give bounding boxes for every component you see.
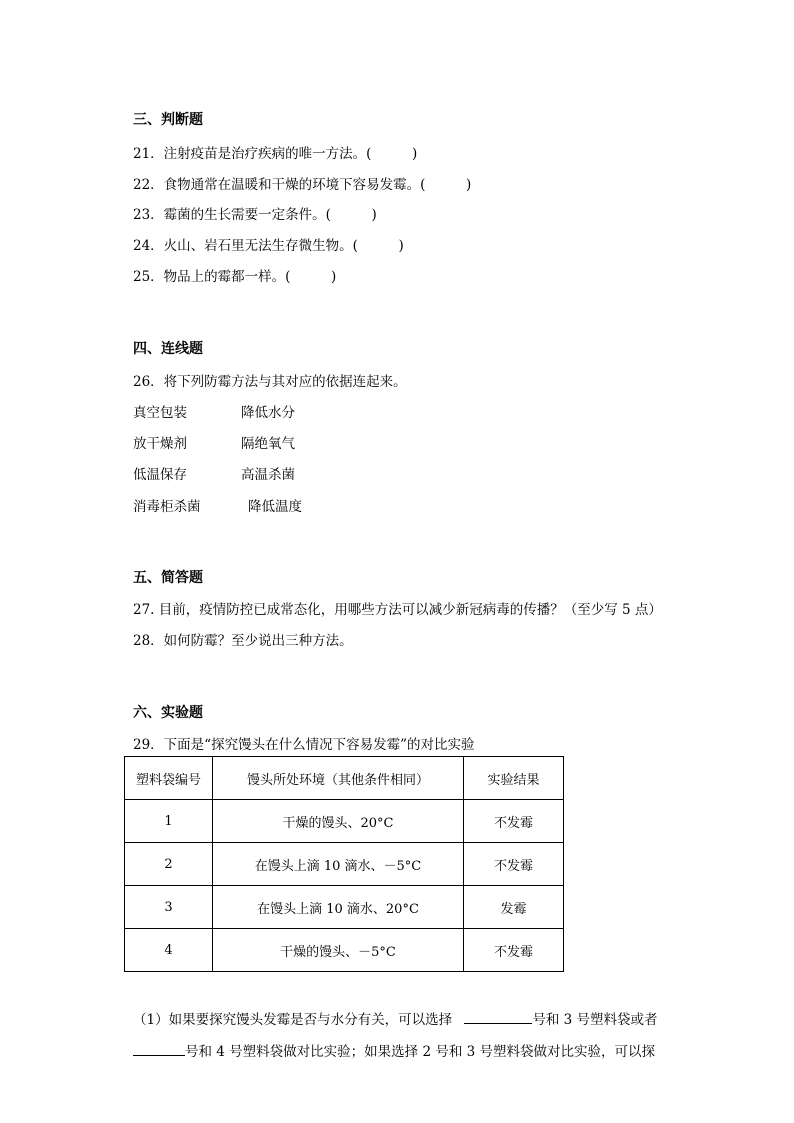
table-cell: 不发霉 <box>464 843 564 886</box>
match-left-1: 真空包装 <box>133 405 187 421</box>
table-cell: 发霉 <box>464 886 564 929</box>
section-heading-match: 四、连线题 <box>133 341 203 357</box>
table-row <box>125 843 564 886</box>
table-row <box>125 800 564 843</box>
question-22: 22．食物通常在温暖和干燥的环境下容易发霉。( ) <box>133 177 472 193</box>
section-heading-short: 五、简答题 <box>133 570 203 586</box>
table-cell: 2 <box>125 843 213 886</box>
match-left-3: 低温保存 <box>133 467 187 483</box>
table-header-row <box>125 757 564 800</box>
section-heading-judge: 三、判断题 <box>133 112 203 128</box>
table-header-cell: 馒头所处环境（其他条件相同） <box>213 757 464 800</box>
match-right-1: 降低水分 <box>241 405 295 421</box>
subquestion-1-line-2 <box>133 1040 655 1060</box>
match-left-4: 消毒柜杀菌 <box>133 499 201 515</box>
match-right-2: 隔绝氧气 <box>241 436 295 452</box>
subquestion-text: 号和 3 号塑料袋或者 <box>532 1012 658 1028</box>
table-cell: 3 <box>125 886 213 929</box>
question-23: 23．霉菌的生长需要一定条件。( ) <box>133 207 377 223</box>
subquestion-text: （1）如果要探究馒头发霉是否与水分有关，可以选择 <box>133 1012 453 1028</box>
table-cell: 4 <box>125 929 213 972</box>
table-cell: 在馒头上滴 10 滴水、20°C <box>213 886 464 929</box>
table-row <box>125 929 564 972</box>
question-24: 24．火山、岩石里无法生存微生物。( ) <box>133 238 404 254</box>
table-row <box>125 886 564 929</box>
match-left-2: 放干燥剂 <box>133 436 187 452</box>
subquestion-text: 号和 4 号塑料袋做对比实验；如果选择 2 号和 3 号塑料袋做对比实验，可以探 <box>185 1044 656 1060</box>
table-header-cell: 塑料袋编号 <box>125 757 213 800</box>
answer-blank-1[interactable] <box>464 1023 532 1024</box>
section-heading-experiment: 六、实验题 <box>133 705 203 721</box>
table-cell: 干燥的馒头、20°C <box>213 800 464 843</box>
question-25: 25．物品上的霉都一样。( ) <box>133 269 337 285</box>
table-cell: 不发霉 <box>464 929 564 972</box>
question-27: 27. 目前，疫情防控已成常态化，用哪些方法可以减少新冠病毒的传播？（至少写 5 点） <box>133 602 662 618</box>
table-cell: 干燥的馒头、－5°C <box>213 929 464 972</box>
table-cell: 在馒头上滴 10 滴水、－5°C <box>213 843 464 886</box>
question-29: 29．下面是“探究馒头在什么情况下容易发霉”的对比实验 <box>133 737 475 753</box>
answer-blank-2[interactable] <box>133 1055 185 1056</box>
question-26: 26．将下列防霉方法与其对应的依据连起来。 <box>133 374 407 390</box>
question-21: 21．注射疫苗是治疗疾病的唯一方法。( ) <box>133 146 418 162</box>
table-header-cell: 实验结果 <box>464 757 564 800</box>
experiment-table <box>124 756 564 972</box>
match-right-3: 高温杀菌 <box>241 467 295 483</box>
question-28: 28．如何防霉？至少说出三种方法。 <box>133 633 353 649</box>
match-right-4: 降低温度 <box>248 499 302 515</box>
subquestion-1-line-1 <box>133 1008 658 1028</box>
table-cell: 不发霉 <box>464 800 564 843</box>
table-cell: 1 <box>125 800 213 843</box>
